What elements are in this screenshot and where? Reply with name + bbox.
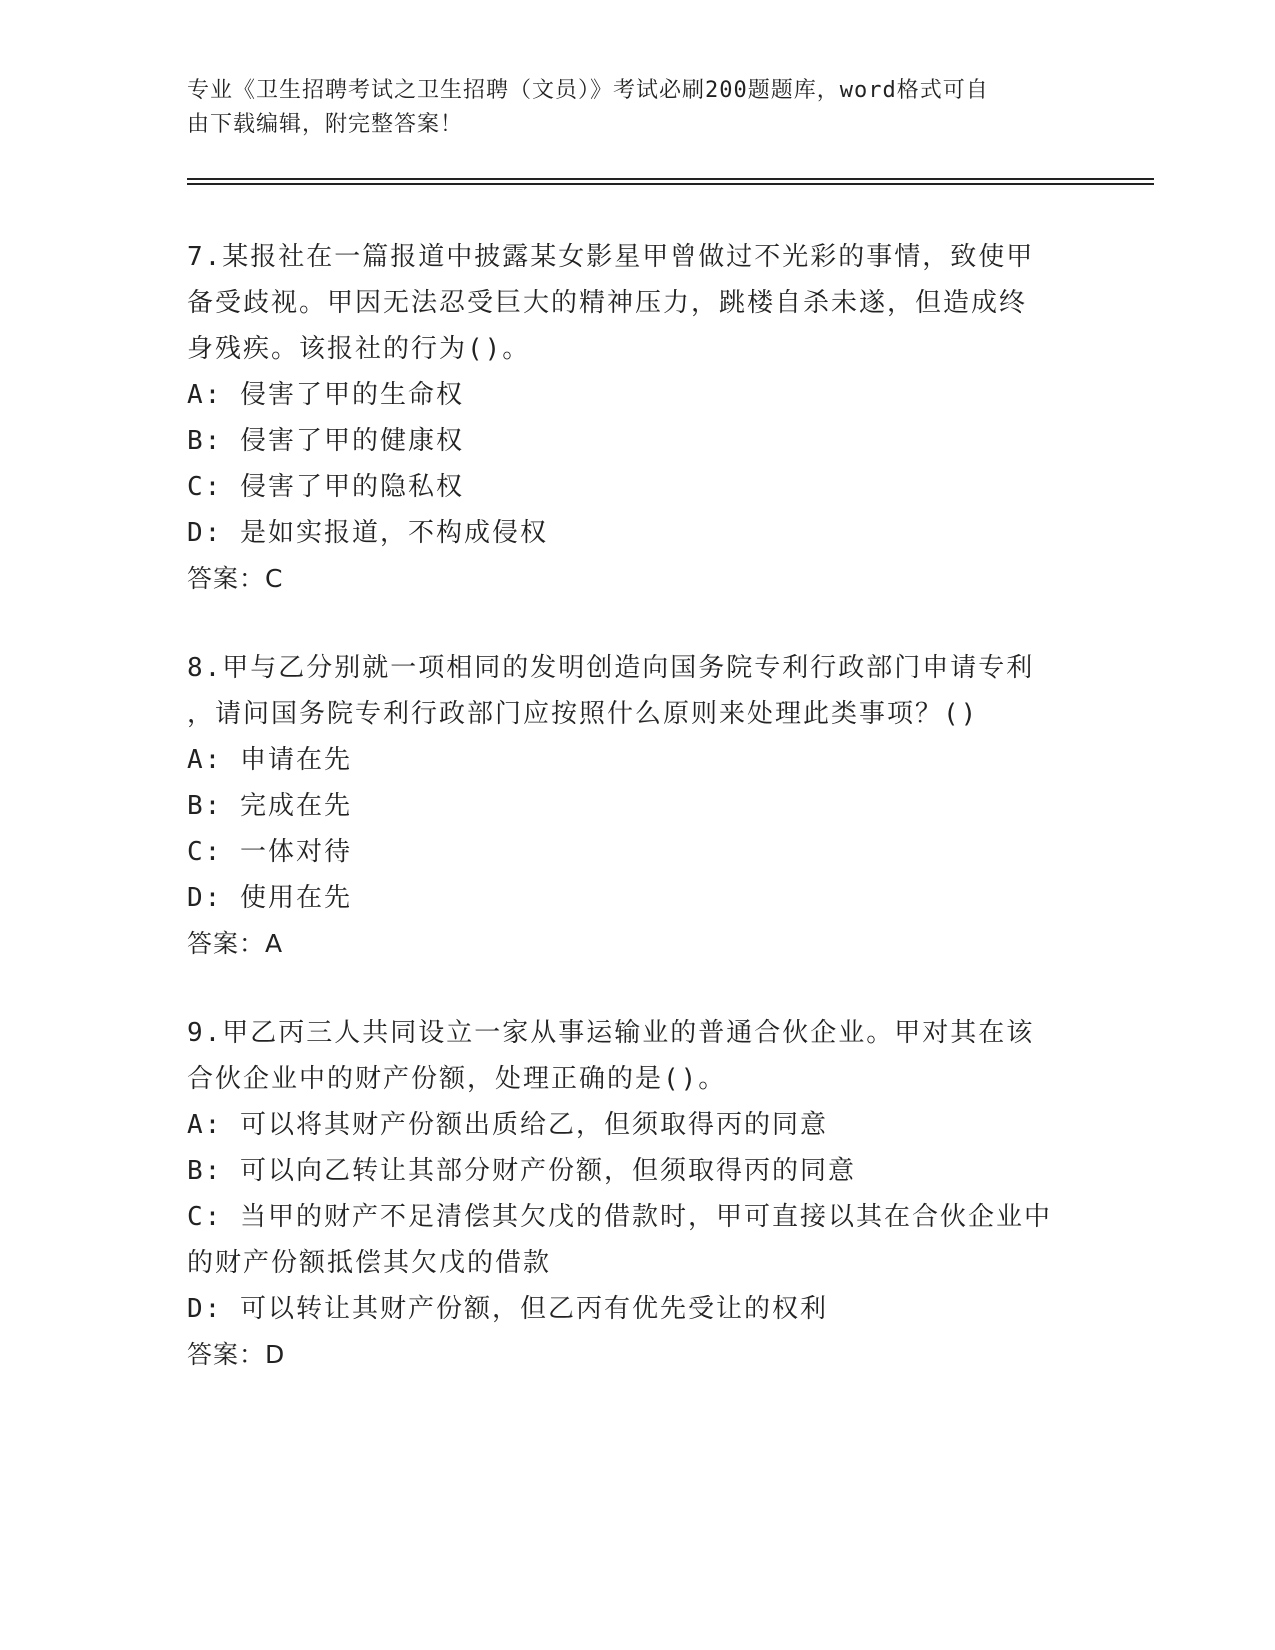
header-divider-top: [187, 178, 1154, 180]
option-b: B: 可以向乙转让其部分财产份额，但须取得丙的同意: [187, 1156, 856, 1186]
option-b: B: 侵害了甲的健康权: [187, 426, 464, 456]
option-a: A: 可以将其财产份额出质给乙，但须取得丙的同意: [187, 1110, 828, 1140]
question-stem-line: 备受歧视。甲因无法忍受巨大的精神压力，跳楼自杀未遂，但造成终: [187, 288, 1028, 318]
answer-label: 答案：C: [187, 564, 284, 593]
question-stem-line: 合伙企业中的财产份额，处理正确的是()。: [187, 1064, 727, 1094]
header-divider-bottom: [187, 183, 1154, 185]
question-8: [187, 645, 1087, 967]
question-stem-line: 8.甲与乙分别就一项相同的发明创造向国务院专利行政部门申请专利: [187, 653, 1035, 683]
question-stem-line: 身残疾。该报社的行为()。: [187, 334, 531, 364]
question-stem-line: ，请问国务院专利行政部门应按照什么原则来处理此类事项？(): [187, 699, 979, 729]
option-b: B: 完成在先: [187, 791, 352, 821]
option-c: C: 侵害了甲的隐私权: [187, 472, 464, 502]
answer-label: 答案：D: [187, 1340, 286, 1369]
header-line-1: 专业《卫生招聘考试之卫生招聘（文员）》考试必刷200题题库，word格式可自: [187, 78, 989, 103]
option-d: D: 可以转让其财产份额，但乙丙有优先受让的权利: [187, 1294, 828, 1324]
question-9: [187, 1010, 1087, 1378]
option-d: D: 使用在先: [187, 883, 352, 913]
option-c: C: 当甲的财产不足清偿其欠戊的借款时，甲可直接以其在合伙企业中: [187, 1202, 1052, 1232]
answer-label: 答案：A: [187, 929, 284, 958]
option-d: D: 是如实报道，不构成侵权: [187, 518, 548, 548]
header-line-2: 由下载编辑，附完整答案！: [187, 112, 464, 137]
option-c-continuation: 的财产份额抵偿其欠戊的借款: [187, 1248, 552, 1278]
question-stem-line: 9.甲乙丙三人共同设立一家从事运输业的普通合伙企业。甲对其在该: [187, 1018, 1035, 1048]
question-7: [187, 234, 1087, 602]
option-a: A: 申请在先: [187, 745, 352, 775]
option-a: A: 侵害了甲的生命权: [187, 380, 464, 410]
option-c: C: 一体对待: [187, 837, 352, 867]
document-header: [187, 74, 1067, 142]
question-stem-line: 7.某报社在一篇报道中披露某女影星甲曾做过不光彩的事情，致使甲: [187, 242, 1035, 272]
